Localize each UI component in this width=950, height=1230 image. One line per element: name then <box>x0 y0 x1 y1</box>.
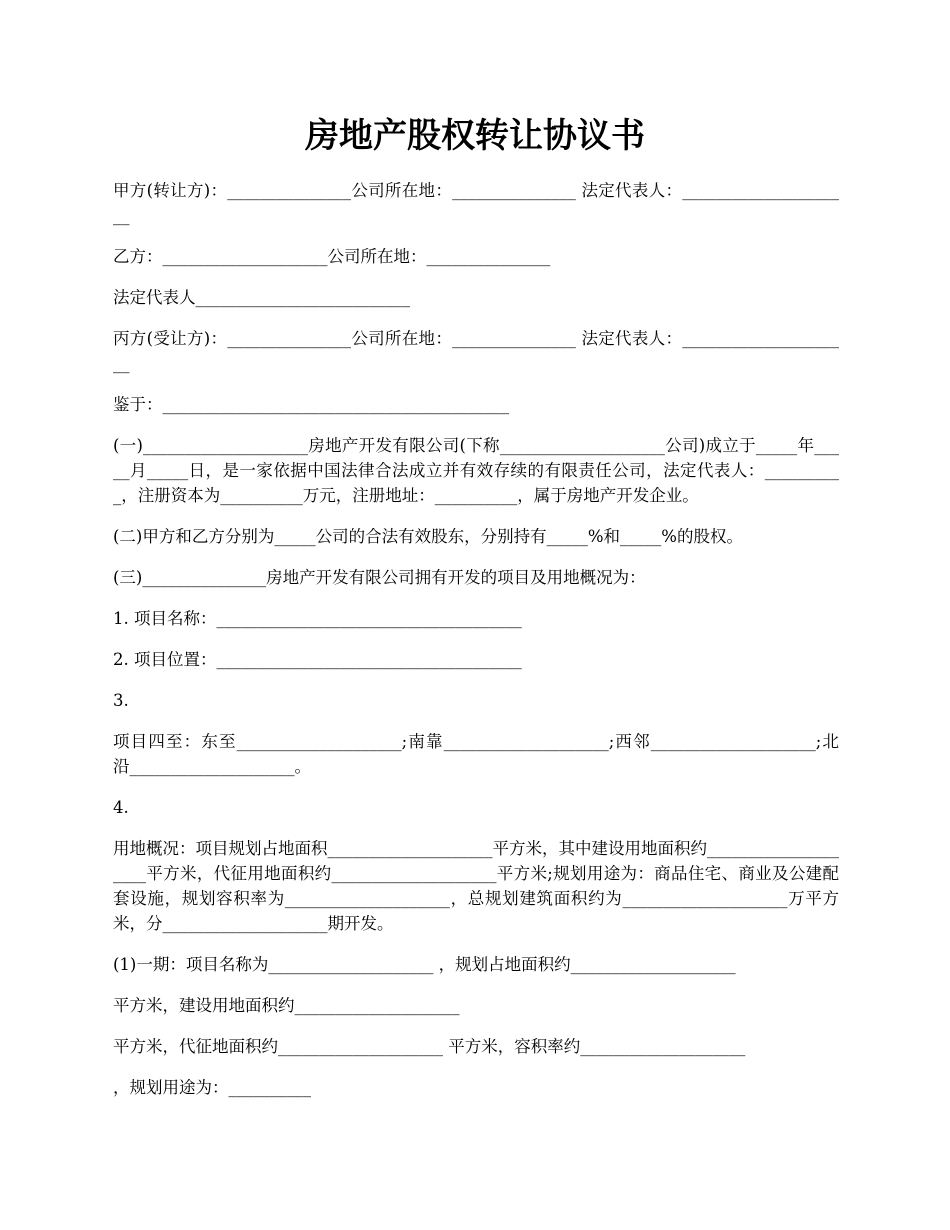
project-location-line: 2. 项目位置：_____________________________________ <box>113 650 522 669</box>
whereas-line: 鉴于：__________________________________________ <box>113 395 509 414</box>
document-title: 房地产股权转让协议书 <box>305 116 645 156</box>
party-c-line: 丙方(受让方)：_______________公司所在地：_______________ 法定代表人：_____________________ <box>113 329 839 373</box>
project-name-line: 1. 项目名称：_____________________________________ <box>113 609 522 628</box>
phase-1-line: (1)一期：项目名称为____________________ ，规划占地面积约____________________ <box>113 955 736 974</box>
phase-1-levied-area-line: 平方米，代征地面积约____________________ 平方米，容积率约____________________ <box>113 1037 746 1056</box>
land-overview-paragraph: 用地概况：项目规划占地面积____________________平方米，其中建设用地面积约____________________平方米，代征用地面积约____________________平方米;规划用途为：商品住宅、商业及公建配套设施，规划容积率为____________________，总规划建筑面积约为____________________万平方米，分____________________期开发。 <box>113 839 839 933</box>
phase-1-usage-line: ，规划用途为：__________ <box>113 1078 311 1097</box>
phase-1-construction-area-line: 平方米，建设用地面积约____________________ <box>113 996 460 1015</box>
item-3-number: 3. <box>113 691 129 710</box>
clause-3-paragraph: (三)_______________房地产开发有限公司拥有开发的项目及用地概况为： <box>113 568 646 587</box>
clause-1-paragraph: (一)____________________房地产开发有限公司(下称____________________公司)成立于_____年_____月_____日，是一家依据中国法律合法成立并有效存续的有限责任公司，法定代表人：__________，注册资本为__________万元，注册地址：__________，属于房地产开发企业。 <box>113 436 839 505</box>
party-b-representative-line: 法定代表人__________________________ <box>113 288 410 307</box>
clause-2-paragraph: (二)甲方和乙方分别为_____公司的合法有效股东，分别持有_____%和_____%的股权。 <box>113 527 743 546</box>
document-body <box>113 178 839 1116</box>
party-b-line: 乙方：____________________公司所在地：_______________ <box>113 247 551 266</box>
item-4-number: 4. <box>113 798 129 817</box>
party-a-line: 甲方(转让方)：_______________公司所在地：_______________ 法定代表人：_____________________ <box>113 181 839 225</box>
project-boundaries-paragraph: 项目四至：东至____________________;南靠____________________;西邻____________________;北沿____________________。 <box>113 732 839 776</box>
